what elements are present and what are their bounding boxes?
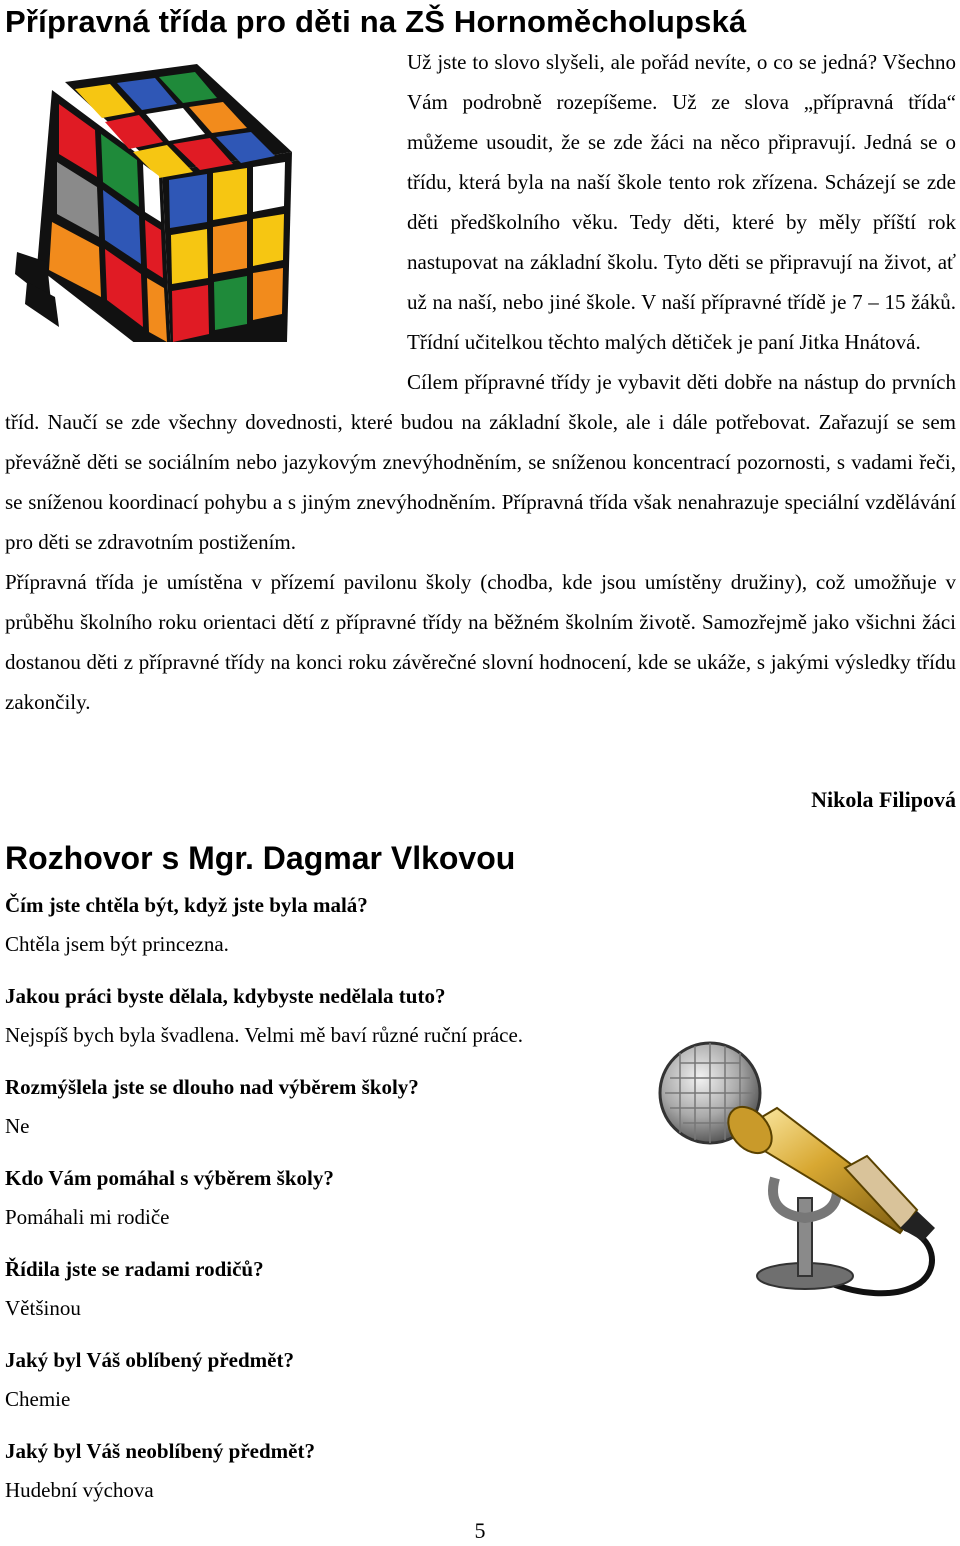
interview-item <box>5 1250 645 1328</box>
interview-list <box>5 886 645 1523</box>
page-number: 5 <box>474 1518 486 1543</box>
article-title: Přípravná třída pro děti na ZŠ Hornoměcholupská <box>5 4 747 39</box>
interview-item <box>5 1341 645 1419</box>
interview-question: Jaký byl Váš neoblíbený předmět? <box>5 1439 315 1463</box>
interview-item <box>5 886 645 964</box>
interview-question: Čím jste chtěla být, když jste byla malá? <box>5 893 368 917</box>
interview-item <box>5 1432 645 1510</box>
interview-question: Řídila jste se radami rodičů? <box>5 1257 264 1281</box>
interview-answer: Chemie <box>5 1387 71 1411</box>
article-author: Nikola Filipová <box>811 787 956 812</box>
interview-question: Rozmýšlela jste se dlouho nad výběrem školy? <box>5 1075 419 1099</box>
article-paragraph-1: Už jste to slovo slyšeli, ale pořád nevíte, o co se jedná? Všechno Vám podrobně rozepíšeme. Už ze slova „přípravná třída“ můžeme usoudit, že se zde žáci na něco připravují. Jedná se o třídu, která byla na naší škole tento rok zřízena. Scházejí se zde děti předškolního věku. Tedy děti, které by měly příští rok nastupovat na základní školu. Tyto děti se připravují na život, ať už na naší, nebo jiné škole. V naší přípravné třídě je 7 – 15 žáků. Třídní učitelkou těchto malých dětiček je paní Jitka Hnátová. <box>407 50 956 354</box>
interview-item <box>5 1159 645 1237</box>
interview-answer: Chtěla jsem být princezna. <box>5 932 229 956</box>
interview-question: Kdo Vám pomáhal s výběrem školy? <box>5 1166 334 1190</box>
interview-item <box>5 977 645 1055</box>
interview-answer: Nejspíš bych byla švadlena. Velmi mě baví různé ruční práce. <box>5 1023 524 1047</box>
interview-answer: Ne <box>5 1114 30 1138</box>
interview-item <box>5 1068 645 1146</box>
document-page <box>5 0 956 1502</box>
interview-answer: Hudební výchova <box>5 1478 154 1502</box>
interview-title: Rozhovor s Mgr. Dagmar Vlkovou <box>5 840 516 876</box>
microphone-illustration <box>655 1038 955 1308</box>
interview-question: Jakou práci byste dělala, kdybyste nedělala tuto? <box>5 984 446 1008</box>
interview-answer: Většinou <box>5 1296 81 1320</box>
microphone-icon <box>655 1038 955 1308</box>
rubiks-cube-illustration <box>5 38 407 383</box>
interview-question: Jaký byl Váš oblíbený předmět? <box>5 1348 294 1372</box>
article-paragraph-2: Cílem přípravné třídy je vybavit děti dobře na nástup do prvních tříd. Naučí se zde všechny dovednosti, které budou na základní škole, ale i dále potřebovat. Zařazují se sem převážně děti se sociálním nebo jazykovým znevýhodněním, se sníženou koncentrací pozornosti, s vadami řeči, se sníženou koordinací pohybu a s jiným znevýhodněním. Přípravná třída však nenahrazuje speciální vzdělávání pro děti se zdravotním postižením. <box>5 370 956 554</box>
rubiks-cube-icon <box>7 42 307 342</box>
interview-answer: Pomáhali mi rodiče <box>5 1205 170 1229</box>
article-paragraph-3: Přípravná třída je umístěna v přízemí pavilonu školy (chodba, kde jsou umístěny družiny), což umožňuje v průběhu školního roku orientaci dětí z přípravné třídy na běžném školním životě. Samozřejmě jako všichni žáci dostanou děti z přípravné třídy na konci roku závěrečné slovní hodnocení, kde se ukáže, s jakými výsledky třídu zakončily. <box>5 570 956 714</box>
